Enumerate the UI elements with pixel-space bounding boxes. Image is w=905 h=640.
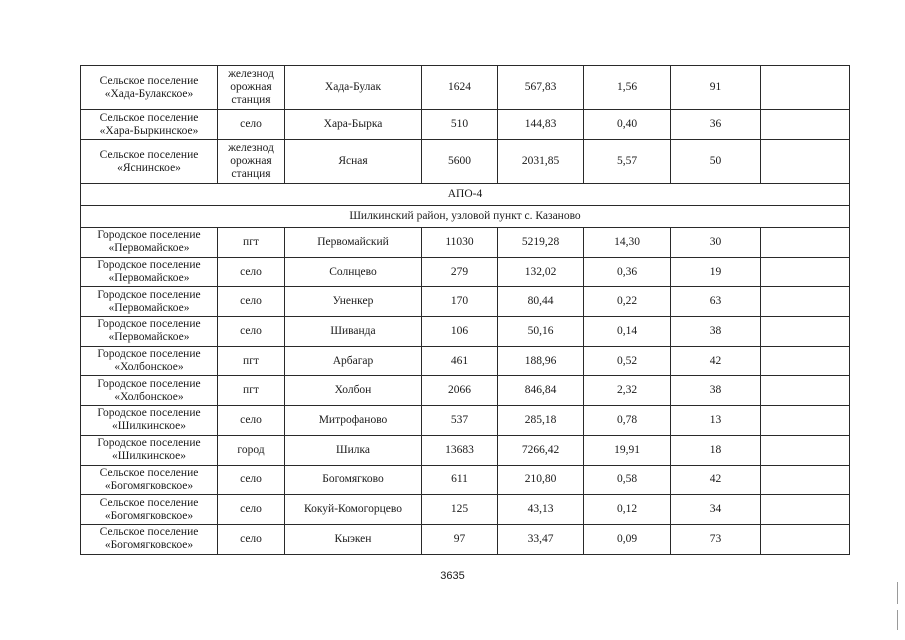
value-cell: 567,83: [498, 66, 584, 110]
value-cell: 33,47: [498, 524, 584, 554]
settlement-cell: Сельское поселение «Хада-Булакское»: [81, 66, 218, 110]
section-row: [81, 184, 850, 206]
locality-cell: Хада-Булак: [285, 66, 422, 110]
scan-edge-mark: [897, 582, 898, 604]
settlement-cell: Городское поселение «Первомайское»: [81, 287, 218, 317]
population-cell: 2066: [422, 376, 498, 406]
settlement-cell: Городское поселение «Холбонское»: [81, 376, 218, 406]
locality-cell: Первомайский: [285, 228, 422, 258]
table-row: [81, 66, 850, 110]
scan-edge-mark: [897, 610, 898, 630]
settlement-cell: Сельское поселение «Яснинское»: [81, 140, 218, 184]
locality-cell: Кыэкен: [285, 524, 422, 554]
population-cell: 537: [422, 406, 498, 436]
type-cell: железнод орожная станция: [218, 66, 285, 110]
value-cell: 80,44: [498, 287, 584, 317]
percent-cell: 1,56: [584, 66, 671, 110]
extra-cell: [761, 228, 850, 258]
percent-cell: 0,22: [584, 287, 671, 317]
extra-cell: [761, 66, 850, 110]
locality-cell: Уненкер: [285, 287, 422, 317]
value-cell: 50,16: [498, 317, 584, 347]
section-title: АПО-4: [81, 184, 850, 206]
locality-cell: Богомягково: [285, 465, 422, 495]
table-body-top: [81, 66, 850, 184]
population-cell: 611: [422, 465, 498, 495]
settlement-cell: Сельское поселение «Богомягковское»: [81, 524, 218, 554]
population-cell: 279: [422, 257, 498, 287]
table-section-header: [81, 184, 850, 228]
percent-cell: 5,57: [584, 140, 671, 184]
population-cell: 170: [422, 287, 498, 317]
percent-cell: 0,14: [584, 317, 671, 347]
type-cell: пгт: [218, 376, 285, 406]
settlement-cell: Сельское поселение «Богомягковское»: [81, 495, 218, 525]
extra-cell: [761, 495, 850, 525]
population-cell: 13683: [422, 435, 498, 465]
population-cell: 11030: [422, 228, 498, 258]
extra-cell: [761, 435, 850, 465]
table-row: [81, 287, 850, 317]
percent-cell: 0,58: [584, 465, 671, 495]
value-cell: 43,13: [498, 495, 584, 525]
distance-cell: 38: [671, 376, 761, 406]
table-row: [81, 465, 850, 495]
population-cell: 125: [422, 495, 498, 525]
distance-cell: 13: [671, 406, 761, 436]
table-row: [81, 257, 850, 287]
value-cell: 188,96: [498, 346, 584, 376]
percent-cell: 0,36: [584, 257, 671, 287]
locality-cell: Хара-Бырка: [285, 110, 422, 140]
settlement-cell: Городское поселение «Первомайское»: [81, 257, 218, 287]
extra-cell: [761, 287, 850, 317]
subsection-row: [81, 206, 850, 228]
percent-cell: 19,91: [584, 435, 671, 465]
type-cell: село: [218, 110, 285, 140]
distance-cell: 36: [671, 110, 761, 140]
locality-cell: Холбон: [285, 376, 422, 406]
value-cell: 846,84: [498, 376, 584, 406]
table-row: [81, 376, 850, 406]
locality-cell: Арбагар: [285, 346, 422, 376]
extra-cell: [761, 376, 850, 406]
population-cell: 1624: [422, 66, 498, 110]
locality-cell: Кокуй-Комогорцево: [285, 495, 422, 525]
locality-cell: Митрофаново: [285, 406, 422, 436]
page-number: 3635: [440, 570, 465, 582]
table-row: [81, 317, 850, 347]
locality-cell: Шилка: [285, 435, 422, 465]
table-row: [81, 435, 850, 465]
value-cell: 132,02: [498, 257, 584, 287]
settlement-cell: Городское поселение «Первомайское»: [81, 317, 218, 347]
distance-cell: 30: [671, 228, 761, 258]
population-cell: 510: [422, 110, 498, 140]
extra-cell: [761, 110, 850, 140]
distance-cell: 42: [671, 346, 761, 376]
type-cell: село: [218, 287, 285, 317]
distance-cell: 63: [671, 287, 761, 317]
locality-cell: Ясная: [285, 140, 422, 184]
type-cell: село: [218, 465, 285, 495]
value-cell: 7266,42: [498, 435, 584, 465]
settlement-cell: Сельское поселение «Богомягковское»: [81, 465, 218, 495]
value-cell: 5219,28: [498, 228, 584, 258]
percent-cell: 0,12: [584, 495, 671, 525]
type-cell: село: [218, 257, 285, 287]
distance-cell: 38: [671, 317, 761, 347]
extra-cell: [761, 524, 850, 554]
type-cell: село: [218, 524, 285, 554]
table-row: [81, 228, 850, 258]
extra-cell: [761, 406, 850, 436]
value-cell: 210,80: [498, 465, 584, 495]
extra-cell: [761, 257, 850, 287]
table-row: [81, 524, 850, 554]
population-cell: 5600: [422, 140, 498, 184]
type-cell: село: [218, 317, 285, 347]
settlement-cell: Сельское поселение «Хара-Быркинское»: [81, 110, 218, 140]
locality-cell: Шиванда: [285, 317, 422, 347]
settlement-cell: Городское поселение «Первомайское»: [81, 228, 218, 258]
type-cell: город: [218, 435, 285, 465]
settlement-cell: Городское поселение «Холбонское»: [81, 346, 218, 376]
population-cell: 97: [422, 524, 498, 554]
extra-cell: [761, 465, 850, 495]
locality-cell: Солнцево: [285, 257, 422, 287]
type-cell: село: [218, 495, 285, 525]
value-cell: 2031,85: [498, 140, 584, 184]
value-cell: 144,83: [498, 110, 584, 140]
extra-cell: [761, 317, 850, 347]
percent-cell: 0,52: [584, 346, 671, 376]
value-cell: 285,18: [498, 406, 584, 436]
table-row: [81, 346, 850, 376]
population-cell: 106: [422, 317, 498, 347]
percent-cell: 0,09: [584, 524, 671, 554]
extra-cell: [761, 346, 850, 376]
type-cell: пгт: [218, 228, 285, 258]
percent-cell: 14,30: [584, 228, 671, 258]
settlement-cell: Городское поселение «Шилкинское»: [81, 406, 218, 436]
distance-cell: 19: [671, 257, 761, 287]
table-row: [81, 406, 850, 436]
extra-cell: [761, 140, 850, 184]
population-cell: 461: [422, 346, 498, 376]
distance-cell: 50: [671, 140, 761, 184]
percent-cell: 0,40: [584, 110, 671, 140]
table-row: [81, 495, 850, 525]
type-cell: село: [218, 406, 285, 436]
subsection-title: Шилкинский район, узловой пункт с. Казаново: [81, 206, 850, 228]
distance-cell: 73: [671, 524, 761, 554]
type-cell: пгт: [218, 346, 285, 376]
settlements-table: [80, 65, 850, 555]
table-row: [81, 110, 850, 140]
percent-cell: 0,78: [584, 406, 671, 436]
distance-cell: 34: [671, 495, 761, 525]
table-row: [81, 140, 850, 184]
settlement-cell: Городское поселение «Шилкинское»: [81, 435, 218, 465]
type-cell: железнод орожная станция: [218, 140, 285, 184]
distance-cell: 91: [671, 66, 761, 110]
percent-cell: 2,32: [584, 376, 671, 406]
distance-cell: 18: [671, 435, 761, 465]
distance-cell: 42: [671, 465, 761, 495]
table-body-bottom: [81, 228, 850, 555]
